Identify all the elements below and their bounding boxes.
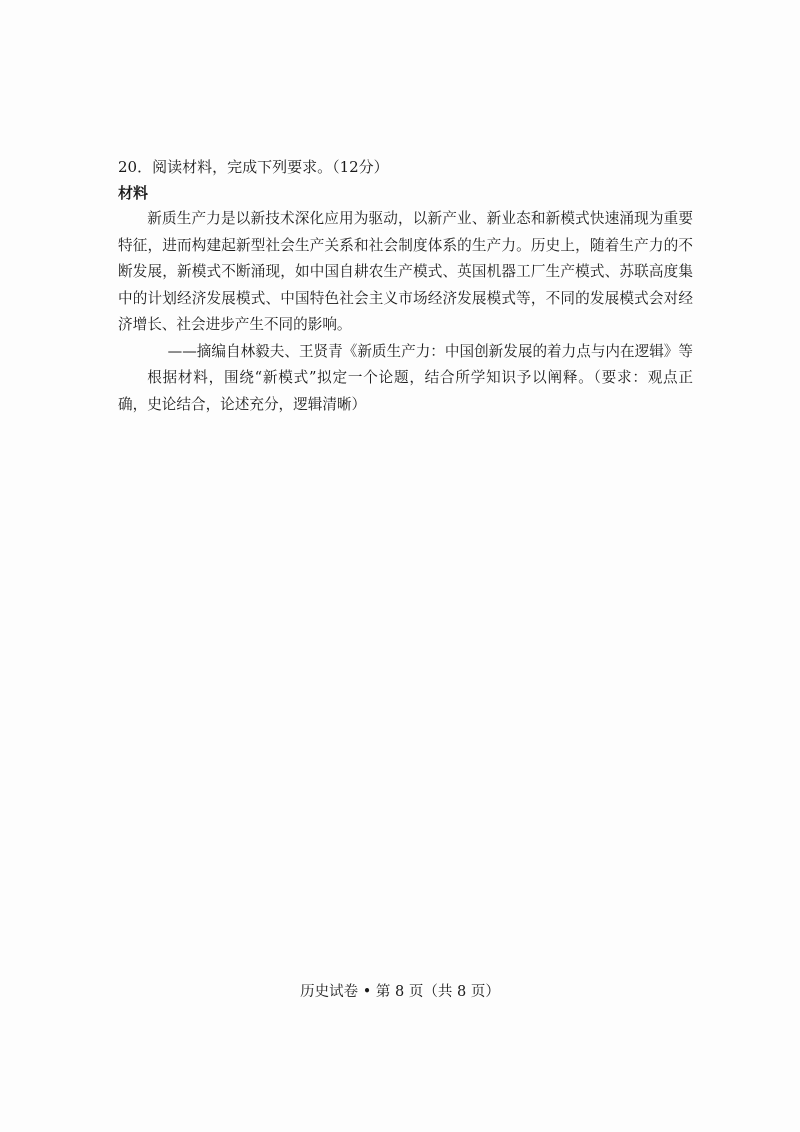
question-heading: 20．阅读材料，完成下列要求。（12分） bbox=[118, 158, 389, 176]
material-source: ——摘编自林毅夫、王贤青《新质生产力：中国创新发展的着力点与内在逻辑》等 bbox=[167, 342, 693, 360]
material-text: 新质生产力是以新技术深化应用为驱动，以新产业、新业态和新模式快速涌现为重要特征，进而构建起新型社会生产关系和社会制度体系的生产力。历史上，随着生产力的不断发展，新模式不断涌现，如中国自耕农生产模式、英国机器工厂生产模式、苏联高度集中的计划经济发展模式、中国特色社会主义市场经济发展模式等，不同的发展模式会对经济增长、社会进步产生不同的影响。 bbox=[118, 210, 693, 333]
question-block bbox=[118, 154, 693, 418]
page-footer: 历史试卷 • 第 8 页（共 8 页） bbox=[300, 984, 500, 1000]
question-requirement: 根据材料，围绕“新模式”拟定一个论题，结合所学知识予以阐释。（要求：观点正确，史论结合，论述充分，逻辑清晰） bbox=[118, 369, 693, 413]
material-label: 材料 bbox=[118, 184, 149, 202]
